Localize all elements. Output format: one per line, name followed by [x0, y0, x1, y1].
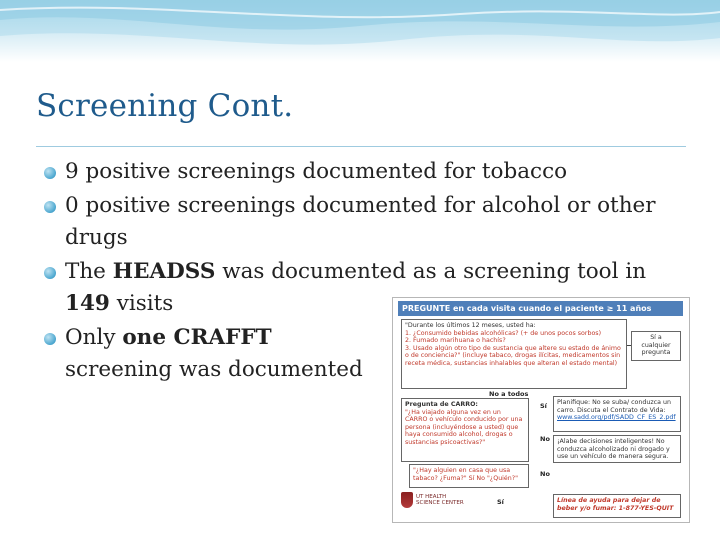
bullet-dot-icon: [44, 167, 56, 179]
hotline-text: Línea de ayuda para dejar de beber y/o fumar: 1-877-YES-QUIT: [557, 497, 674, 512]
question-1: 1. ¿Consumido bebidas alcohólicas? (+ de unos pocos sorbos): [405, 329, 602, 337]
no-to-all-label: No a todos: [489, 390, 529, 398]
flowchart-header: PREGUNTE en cada visita cuando el paciente ≥ 11 años: [398, 301, 683, 316]
bullet-emphasis: one CRAFFT: [122, 325, 272, 350]
logo-text: UT HEALTH SCIENCE CENTER: [416, 494, 464, 506]
yes-label: Sí: [540, 402, 547, 410]
bullet-text: was documented as a screening tool in: [215, 259, 647, 284]
bullet-text: Only: [65, 325, 123, 350]
bullet-emphasis: HEADSS: [112, 259, 216, 284]
hotline-box: [553, 494, 681, 518]
bullet-dot-icon: [44, 267, 56, 279]
bullet-dot-icon: [44, 201, 56, 213]
question-2: 2. Fumado marihuana o hachís?: [405, 337, 506, 345]
screening-questions-box: [401, 319, 627, 389]
bullet-text: 9 positive screenings documented for tobacco: [65, 159, 568, 184]
bullet-text: The: [65, 259, 113, 284]
bullet-text: 0 positive screenings documented for alcohol or other drugs: [65, 193, 656, 250]
bullet-text: screening was documented: [65, 357, 363, 382]
yes-any-label: Sí a cualquier pregunta: [641, 334, 671, 357]
plan-box: [553, 396, 681, 432]
plan-text: Planifique: No se suba/ conduzca un carro. Discuta el Contrato de Vida:: [557, 399, 671, 414]
bullet-dot-icon: [44, 333, 56, 345]
bullet-item: [44, 190, 684, 254]
car-question-text: "¿Ha viajado alguna vez en un CARRO o vehículo conducido por una persona (incluyéndose a usted) que haya consumido alcohol, drogas o sustancias psicoactivas?": [405, 408, 523, 446]
bullet-item: [44, 156, 684, 188]
title-divider: [36, 146, 686, 147]
tobacco-question-text: "¿Hay alguien en casa que usa tabaco? ¿Fuma?" Sí No "¿Quién?": [413, 467, 519, 482]
bullet-item: [44, 322, 375, 386]
no-label-2: No: [540, 470, 550, 478]
question-intro: "Durante los últimos 12 meses, usted ha:: [405, 322, 536, 329]
arrow-line: [627, 345, 631, 346]
crafft-flowchart-image: [392, 297, 690, 523]
car-question-title: Pregunta de CARRO:: [405, 401, 478, 408]
yes-any-box: [631, 331, 681, 361]
shield-icon: [401, 492, 413, 508]
car-question-box: [401, 398, 529, 462]
no-label: No: [540, 435, 550, 443]
praise-box: [553, 435, 681, 463]
praise-text: ¡Alabe decisiones inteligentes! No conduzca alcoholizado ni drogado y use un vehículo de manera segura.: [557, 438, 670, 461]
slide-title: Screening Cont.: [36, 88, 294, 124]
contract-link: www.sadd.org/pdf/SADD_CF_ES_2.pdf: [557, 414, 676, 422]
bullet-text: visits: [109, 291, 174, 316]
tobacco-question-box: [409, 464, 529, 488]
question-3: 3. Usado algún otro tipo de sustancia que altere su estado de ánimo o de conciencia?" (incluye tabaco, drogas ilícitas, medicamentos sin receta médica, sustancias inhalables que alteran el estado mental): [405, 344, 621, 367]
wave-decoration: [0, 0, 720, 62]
bullet-emphasis: 149: [65, 291, 110, 316]
yes-label-2: Sí: [497, 498, 504, 506]
university-logo: [401, 490, 465, 516]
header-band: [0, 0, 720, 62]
